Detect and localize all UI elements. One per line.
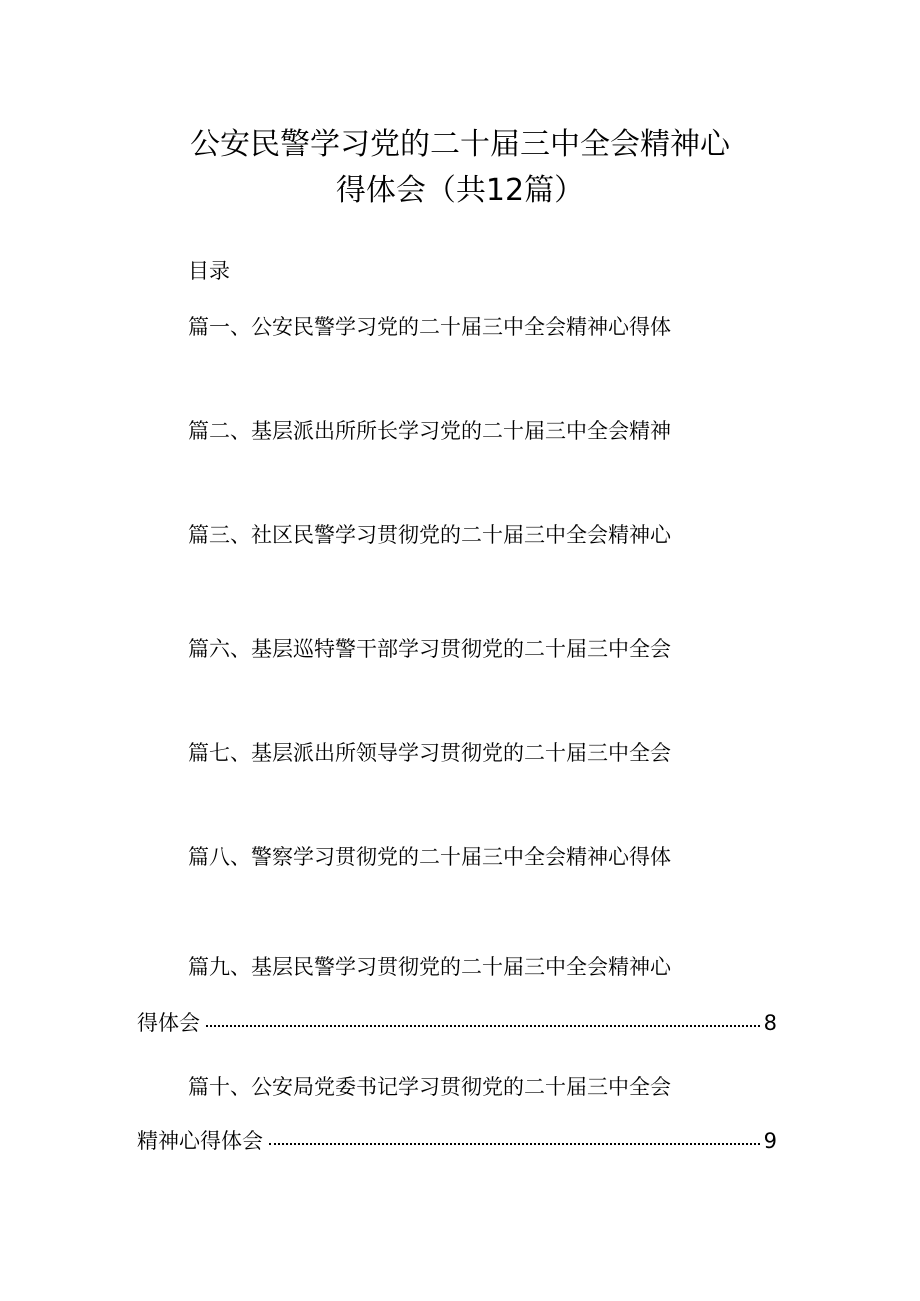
toc-entry-10[interactable]: 篇十、公安局党委书记学习贯彻党的二十届三中全会 <box>188 1075 671 1099</box>
toc-entry-3[interactable]: 篇三、社区民警学习贯彻党的二十届三中全会精神心 <box>188 523 671 547</box>
dot-leader <box>269 1141 760 1145</box>
toc-entry-9-page-number: 8 <box>763 1011 777 1035</box>
toc-entry-10-continuation-text: 精神心得体会 <box>137 1129 263 1153</box>
toc-entry-9-continuation-text: 得体会 <box>137 1011 200 1035</box>
document-title-line-2: 得体会（共12篇） <box>335 173 585 208</box>
toc-entry-6[interactable]: 篇六、基层巡特警干部学习贯彻党的二十届三中全会 <box>188 637 671 661</box>
toc-heading: 目录 <box>188 259 230 283</box>
toc-entry-10-continuation[interactable] <box>137 1126 777 1156</box>
toc-entry-9-continuation[interactable] <box>137 1008 777 1038</box>
toc-entry-8[interactable]: 篇八、警察学习贯彻党的二十届三中全会精神心得体 <box>188 845 671 869</box>
toc-entry-10-page-number: 9 <box>763 1129 777 1153</box>
toc-entry-1[interactable]: 篇一、公安民警学习党的二十届三中全会精神心得体 <box>188 315 671 339</box>
toc-entry-9[interactable]: 篇九、基层民警学习贯彻党的二十届三中全会精神心 <box>188 955 671 979</box>
document-title-line-1: 公安民警学习党的二十届三中全会精神心 <box>190 127 730 162</box>
toc-entry-7[interactable]: 篇七、基层派出所领导学习贯彻党的二十届三中全会 <box>188 741 671 765</box>
dot-leader <box>206 1023 760 1027</box>
toc-entry-2[interactable]: 篇二、基层派出所所长学习党的二十届三中全会精神 <box>188 419 671 443</box>
